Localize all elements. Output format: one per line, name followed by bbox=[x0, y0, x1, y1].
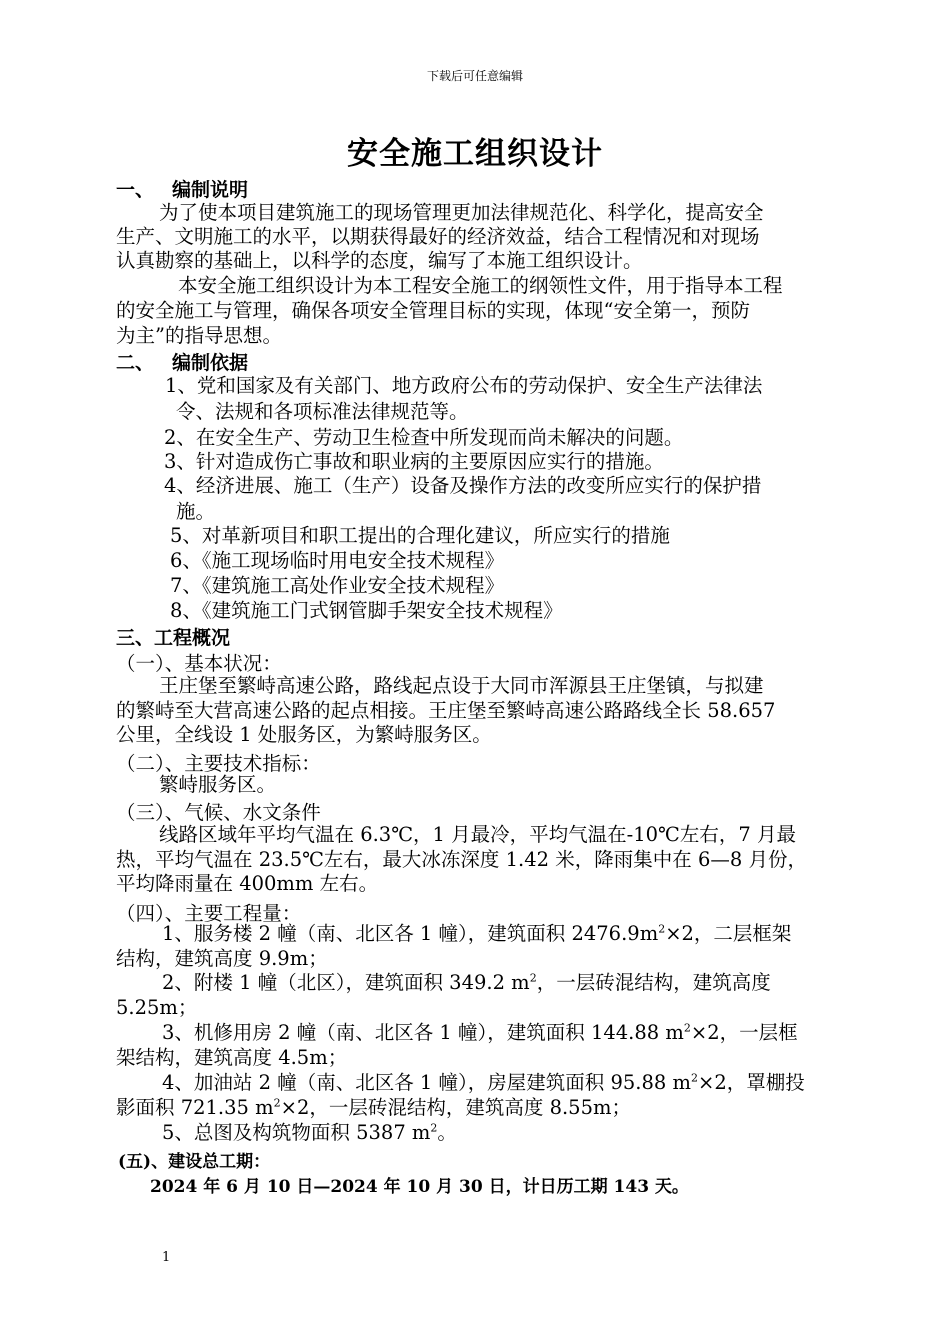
list-item: 4、经济进展、施工（生产）设备及操作方法的改变所应实行的保护措 bbox=[164, 474, 762, 497]
paragraph-line: 为了使本项目建筑施工的现场管理更加法律规范化、科学化，提高安全 bbox=[159, 201, 764, 224]
section-title: 编制依据 bbox=[172, 352, 249, 374]
quantity-item: 3、机修用房 2 幢（南、北区各 1 幢），建筑面积 144.88 $m^2\times 2$，一层框 bbox=[162, 1021, 798, 1044]
paragraph-line: 的繁峙至大营高速公路的起点相接。王庄堡至繁峙高速公路路线全长 58.657 bbox=[116, 699, 776, 722]
section-number: 二、 bbox=[116, 352, 155, 374]
list-item: 2、在安全生产、劳动卫生检查中所发现而尚未解决的问题。 bbox=[164, 426, 684, 449]
quantity-item-continuation: 架结构，建筑高度 4.5m； bbox=[116, 1046, 348, 1069]
paragraph-line: 的安全施工与管理，确保各项安全管理目标的实现，体现“安全第一，预防 bbox=[116, 299, 750, 322]
list-item: 1、党和国家及有关部门、地方政府公布的劳动保护、安全生产法律法 bbox=[165, 374, 763, 397]
quantity-item-continuation: 5.25m； bbox=[116, 996, 198, 1019]
document-title: 安全施工组织设计 bbox=[347, 136, 603, 172]
subsection-heading: (五)、建设总工期： bbox=[118, 1152, 271, 1172]
subsection-heading: （二）、主要技术指标： bbox=[116, 752, 321, 775]
paragraph-line: 繁峙服务区。 bbox=[159, 773, 277, 796]
quantity-item: 5、总图及构筑物面积 5387 $m^2$。 bbox=[162, 1121, 457, 1144]
section-heading-1 bbox=[116, 175, 248, 202]
construction-period: 2024 年 6 月 10 日—2024 年 10 月 30 日，计日历工期 143 天。 bbox=[150, 1177, 689, 1197]
list-item: 8、《建筑施工门式钢管脚手架安全技术规程》 bbox=[170, 599, 563, 622]
section-heading-2 bbox=[116, 348, 248, 375]
quantity-item: 2、附楼 1 幢（北区），建筑面积 349.2 $m^2$，一层砖混结构，建筑高度 bbox=[162, 971, 771, 994]
paragraph-line: 线路区域年平均气温在 6.3℃，1 月最冷，平均气温在-10℃左右，7 月最 bbox=[159, 823, 796, 846]
quantity-item-continuation: 影面积 721.35 $m^2\times 2$，一层砖混结构，建筑高度 8.55m； bbox=[116, 1096, 631, 1119]
subsection-heading: （三）、气候、水文条件 bbox=[116, 801, 321, 824]
section-heading-3: 三、工程概况 bbox=[116, 627, 231, 649]
paragraph-line: 王庄堡至繁峙高速公路，路线起点设于大同市浑源县王庄堡镇，与拟建 bbox=[159, 674, 764, 697]
paragraph-line: 公里，全线设 1 处服务区，为繁峙服务区。 bbox=[116, 723, 492, 746]
list-item: 7、《建筑施工高处作业安全技术规程》 bbox=[170, 574, 505, 597]
list-item-continuation: 令、法规和各项标准法律规范等。 bbox=[176, 400, 469, 423]
subsection-heading: （四）、主要工程量： bbox=[116, 902, 302, 925]
list-item: 3、针对造成伤亡事故和职业病的主要原因应实行的措施。 bbox=[164, 450, 664, 473]
section-number: 一、 bbox=[116, 179, 155, 201]
list-item-continuation: 施。 bbox=[176, 500, 216, 523]
paragraph-line: 为主”的指导思想。 bbox=[116, 324, 282, 347]
paragraph-line: 热，平均气温在 23.5℃左右，最大冰冻深度 1.42 米，降雨集中在 6—8 月份， bbox=[116, 848, 807, 871]
paragraph-line: 认真勘察的基础上，以科学的态度，编写了本施工组织设计。 bbox=[116, 249, 643, 272]
paragraph-line: 本安全施工组织设计为本工程安全施工的纲领性文件，用于指导本工程 bbox=[178, 274, 783, 297]
paragraph-line: 平均降雨量在 400mm 左右。 bbox=[116, 872, 379, 895]
subsection-heading: （一）、基本状况： bbox=[116, 652, 282, 675]
paragraph-line: 生产、文明施工的水平，以期获得最好的经济效益，结合工程情况和对现场 bbox=[116, 225, 760, 248]
quantity-item: 4、加油站 2 幢（南、北区各 1 幢），房屋建筑面积 95.88 $m^2\times 2$，罩棚投 bbox=[162, 1071, 805, 1094]
list-item: 6、《施工现场临时用电安全技术规程》 bbox=[170, 549, 505, 572]
quantity-item: 1、服务楼 2 幢（南、北区各 1 幢），建筑面积 $2476.9m^2\times 2$，二层框架 bbox=[162, 922, 792, 945]
page-header: 下载后可任意编辑 bbox=[426, 69, 523, 83]
quantity-item-continuation: 结构，建筑高度 9.9m； bbox=[116, 947, 328, 970]
list-item: 5、对革新项目和职工提出的合理化建议，所应实行的措施 bbox=[170, 524, 670, 547]
page-number: 1 bbox=[162, 1250, 171, 1265]
section-title: 编制说明 bbox=[172, 179, 249, 201]
